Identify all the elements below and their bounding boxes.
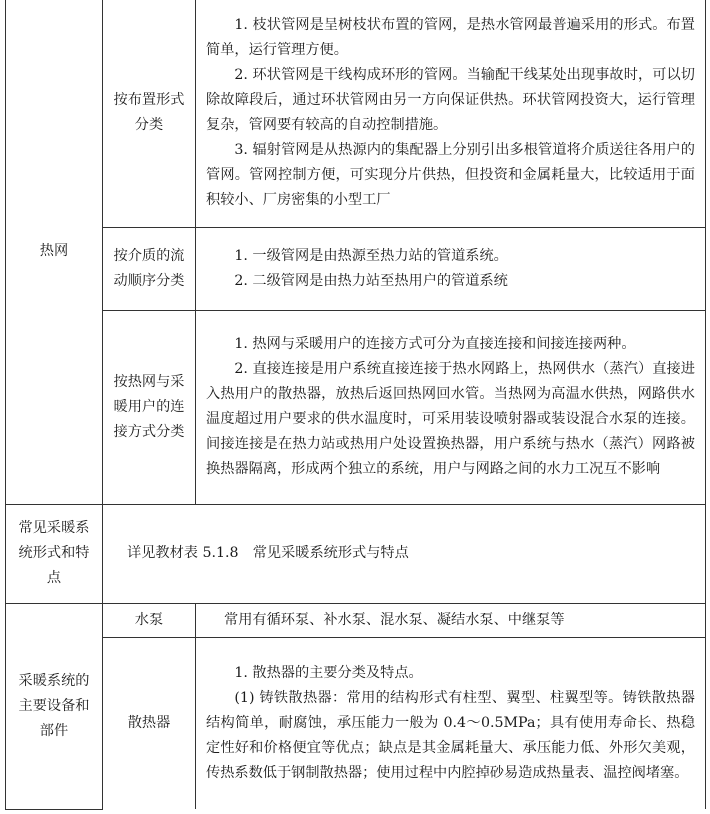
paragraph: 1. 热网与采暖用户的连接方式可分为直接连接和间接连接两种。 [234,336,636,352]
content-by-flow [196,227,706,310]
subcategory-by-flow: 按介质的流动顺序分类 [103,227,196,310]
row-by-flow [6,227,706,310]
paragraph: 1. 一级管网是由热源至热力站的管道系统。 [234,247,508,264]
paragraph: (1) 铸铁散热器：常用的结构形式有柱型、翼型、柱翼型等。铸铁散热器结构简单，耐腐蚀，承压能力一般为 0.4～0.5MPa；具有使用寿命长、热稳定性好和价格便宜等优点；缺点是其金属耗量大、承压能力低、外形欠美观，传热系数低于钢制散热器；使用过程中内腔掉砂易造成热量表、温控阀堵塞。 [206,689,695,781]
row-by-layout [6,0,706,227]
category-equipment: 采暖系统的主要设备和部件 [6,603,103,809]
category-common-systems: 常见采暖系统形式和特点 [6,504,103,603]
content-common-systems: 详见教材表 5.1.8 常见采暖系统形式与特点 [103,504,706,603]
content-radiator [196,637,706,809]
paragraph: 2. 环状管网是干线构成环形的管网。当输配干线某处出现事故时，可以切除故障段后，通过环状管网由另一方向保证供热。环状管网投资大，运行管理复杂，管网要有较高的自动控制措施。 [206,67,695,134]
subcategory-by-connection: 按热网与采暖用户的连接方式分类 [103,310,196,504]
paragraph: 2. 二级管网是由热力站至热用户的管道系统 [234,272,508,289]
category-heat-network: 热网 [6,0,103,504]
content-by-layout [196,0,706,227]
paragraph: 1. 散热器的主要分类及特点。 [234,664,423,681]
content-by-connection [196,310,706,504]
row-radiator [6,637,706,809]
row-common-systems [6,504,706,603]
subcategory-radiator: 散热器 [103,637,196,809]
paragraph: 2. 直接连接是用户系统直接连接于热水网路上，热网供水（蒸汽）直接进入热用户的散热器，放热后返回热网回水管。当热网为高温水供热，网路供水温度超过用户要求的供水温度时，可采用装设喷射器或装设混合水泵的连接。间接连接是在热力站或热用户处设置换热器，用户系统与热水（蒸汽）网路被换热器隔离，形成两个独立的系统，用户与网路之间的水力工况互不影响 [206,361,695,477]
subcategory-pump: 水泵 [103,603,196,637]
heating-table [5,0,706,810]
paragraph: 3. 辐射管网是从热源内的集配器上分别引出多根管道将介质送往各用户的管网。管网控制方便，可实现分片供热，但投资和金属耗量大，比较适用于面积较小、厂房密集的小型工厂 [206,142,695,209]
subcategory-by-layout: 按布置形式分类 [103,0,196,227]
row-pump [6,603,706,637]
row-by-connection [6,310,706,504]
content-pump: 常用有循环泵、补水泵、混水泵、凝结水泵、中继泵等 [196,603,706,637]
paragraph: 1. 枝状管网是呈树枝状布置的管网，是热水管网最普遍采用的形式。布置简单，运行管理方便。 [206,17,695,59]
